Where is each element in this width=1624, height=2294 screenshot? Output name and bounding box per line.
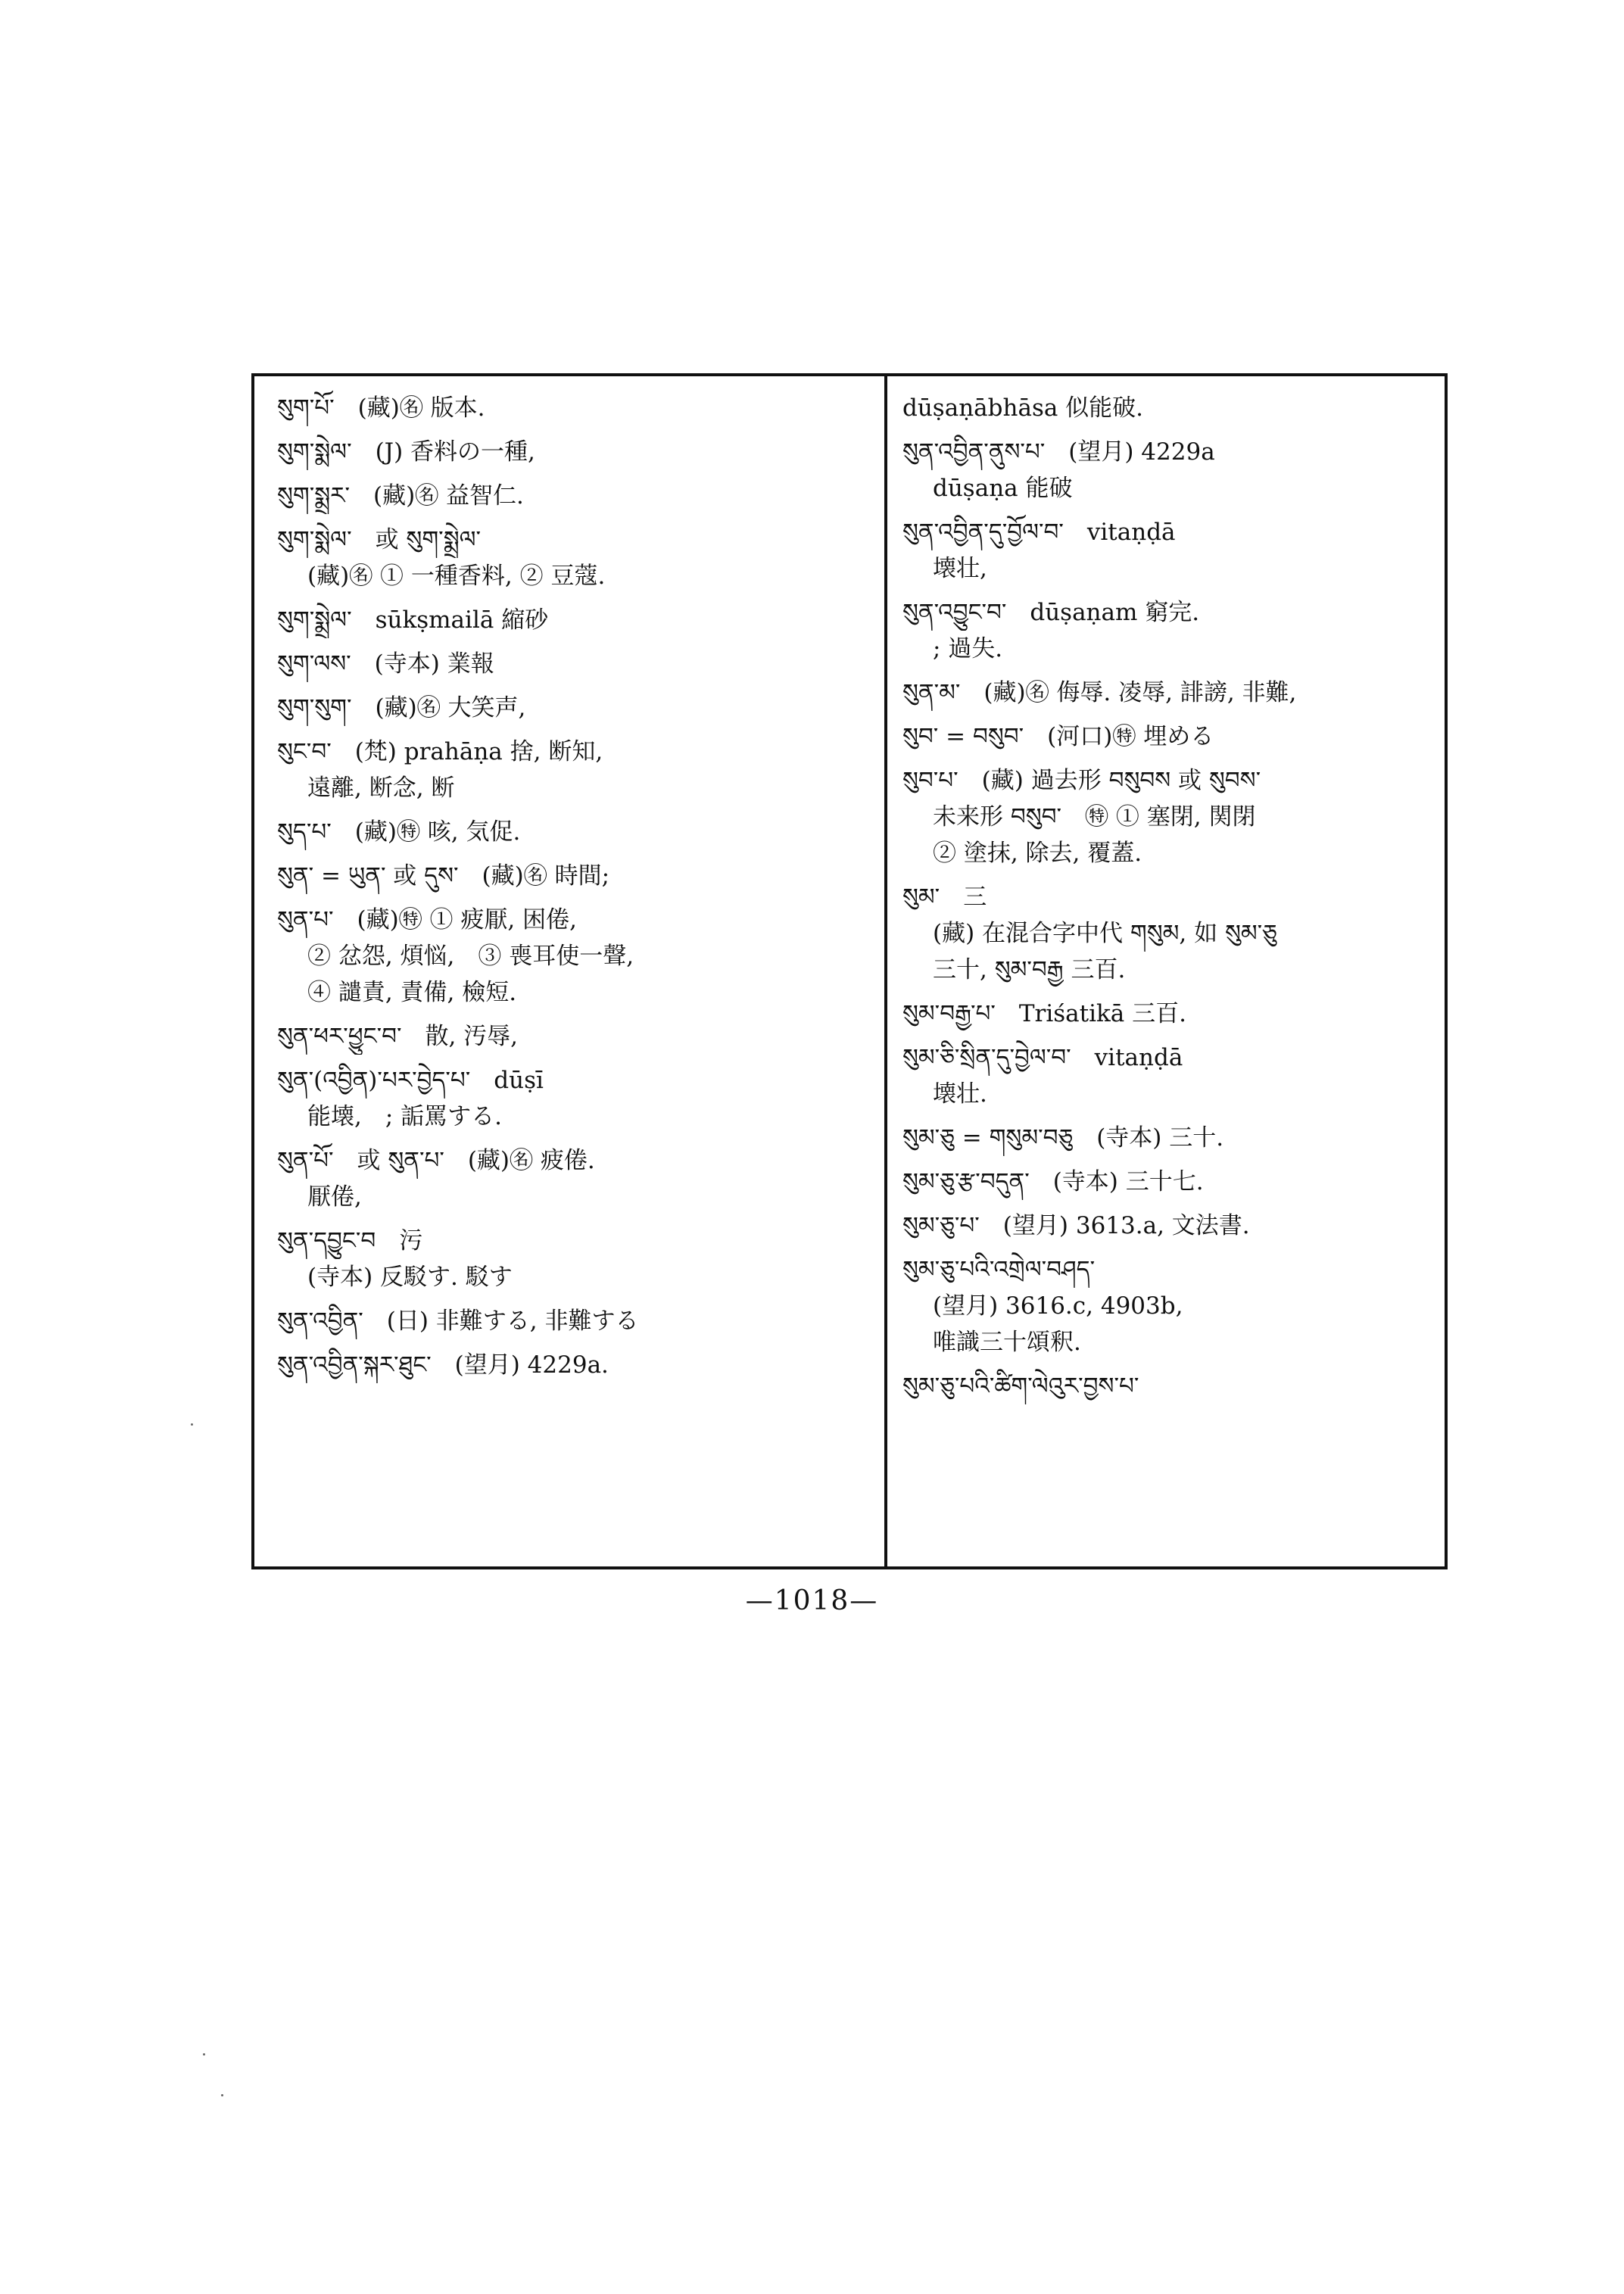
- entry-definition-line: 唯識三十頌釈.: [933, 1329, 1081, 1356]
- scan-speck: [191, 1423, 193, 1426]
- dictionary-page-frame: [251, 373, 1448, 1569]
- entry-definition-line: (望月) 3616.c, 4903b,: [933, 1292, 1183, 1320]
- dictionary-entry: [902, 879, 1437, 988]
- entry-headword-line: སུན་ = ཡུན་ 或 དུས་ (藏)㊔ 時間;: [277, 862, 610, 890]
- dictionary-entry: [277, 858, 875, 894]
- dictionary-entry: [902, 1164, 1437, 1200]
- dictionary-entry: [277, 602, 875, 638]
- entry-headword-line: སུམ་བརྒྱ་པ་ Triśatikā 三百.: [902, 1000, 1186, 1027]
- dictionary-entry: [902, 718, 1437, 755]
- entry-definition-line: (藏)㊔ ① 一種香料, ② 豆蔻.: [307, 563, 606, 590]
- entry-definition-line: 能壊, ; 詬罵する.: [307, 1103, 503, 1130]
- entry-definition-line: ④ 譴責, 責備, 檢短.: [307, 979, 517, 1006]
- dictionary-entry: [277, 1062, 875, 1135]
- dictionary-entry: [277, 1347, 875, 1383]
- dictionary-entry: [902, 434, 1437, 506]
- entry-headword-line: སུན་འབྱིན་དུ་བྱོལ་བ་ vitaṇḍā: [902, 519, 1176, 546]
- dictionary-entry: [902, 514, 1437, 587]
- dictionary-entry: [902, 1251, 1437, 1361]
- entry-headword-line: སུམ་ཅུ་པའི་ཚིག་ལེའུར་བྱས་པ་: [902, 1373, 1139, 1400]
- entry-headword-line: སུན་འབྱིན་སྐར་ཐུང་ (望月) 4229a.: [277, 1351, 609, 1379]
- dictionary-entry: [277, 734, 875, 806]
- dictionary-entry: [902, 1039, 1437, 1112]
- entry-definition-line: 遠離, 断念, 断: [307, 775, 455, 802]
- entry-definition-line: 厭倦,: [307, 1183, 362, 1211]
- entry-headword-line: སུན་འབྱུང་བ་ dūṣaṇam 窮完.: [902, 599, 1200, 626]
- entry-headword-line: སུང་བ་ (梵) prahāṇa 捨, 断知,: [277, 738, 603, 765]
- entry-headword-line: སུན་པ་ (藏)㊕ ① 疲厭, 困倦,: [277, 906, 577, 933]
- entry-headword-line: སུམ་ཅི་སྲིན་དུ་བྱེལ་བ་ vitaṇḍā: [902, 1044, 1183, 1071]
- entry-definition-line: ② 忿怨, 煩悩, ③ 喪耳使一聲,: [307, 943, 634, 970]
- entry-definition-line: dūṣaṇa 能破: [933, 475, 1073, 502]
- entry-headword-line: སུམ་ཅུ = གསུམ་བཅུ (寺本) 三十.: [902, 1124, 1224, 1152]
- entry-definition-line: 壊壮.: [933, 1080, 987, 1108]
- entry-definition-line: 三十, སུམ་བརྒྱ 三百.: [933, 956, 1126, 983]
- entry-headword-line: སུག་སྨེལ་ (J) 香料の一種,: [277, 438, 535, 466]
- column-divider: [884, 376, 887, 1566]
- entry-definition-line: (藏) 在混合字中代 གསུམ, 如 སུམ་ཅུ: [933, 920, 1277, 947]
- page-number: —1018—: [745, 1585, 879, 1616]
- dictionary-entry: [277, 1142, 875, 1215]
- dictionary-entry: [902, 996, 1437, 1032]
- scan-speck: [221, 2094, 223, 2096]
- dictionary-entry: [902, 1368, 1437, 1404]
- dictionary-entry: [277, 902, 875, 1011]
- dictionary-entry: [902, 594, 1437, 667]
- entry-headword-line: སུག་ལས་ (寺本) 業報: [277, 650, 494, 678]
- entry-headword-line: སུམ་ཅུ་རྩ་བདུན་ (寺本) 三十七.: [902, 1168, 1204, 1195]
- entry-headword-line: སུག་སུག་ (藏)㊔ 大笑声,: [277, 694, 526, 722]
- entry-headword-line: སུན་དབྱུང་བ 污: [277, 1227, 423, 1255]
- entry-headword-line: སུག་སྨེལ་ 或 སུག་སྨྲེལ་: [277, 526, 482, 553]
- dictionary-entry: [902, 1208, 1437, 1244]
- dictionary-entry: [277, 1303, 875, 1339]
- entry-definition-line: ; 過失.: [933, 635, 1003, 662]
- entry-headword-line: སུད་པ་ (藏)㊕ 咳, 気促.: [277, 818, 521, 846]
- entry-headword-line: སུག་སྨྲེལ་ sūkṣmailā 縮砂: [277, 606, 549, 634]
- dictionary-entry: [277, 1018, 875, 1055]
- right-column: [889, 376, 1445, 1412]
- entry-headword-line: སུག་པོ་ (藏)㊔ 版本.: [277, 394, 485, 422]
- dictionary-entry: [902, 390, 1437, 426]
- entry-definition-line: 未来形 བསུབ་ ㊕ ① 塞閉, 関閉: [933, 803, 1256, 831]
- scan-speck: [203, 2053, 205, 2056]
- entry-headword-line: སུག་སྨྲར་ (藏)㊔ 益智仁.: [277, 482, 524, 510]
- dictionary-entry: [277, 1223, 875, 1295]
- dictionary-entry: [902, 1120, 1437, 1156]
- entry-headword-line: སུམ་ཅུ་པའི་འགྲེལ་བཤད་: [902, 1256, 1096, 1283]
- dictionary-entry: [277, 522, 875, 594]
- left-column: [254, 376, 883, 1391]
- entry-headword-line: སུབ་ = བསུབ་ (河口)㊕ 埋める: [902, 723, 1214, 750]
- dictionary-entry: [277, 478, 875, 514]
- dictionary-entry: [277, 390, 875, 426]
- dictionary-entry: [277, 814, 875, 850]
- entry-headword-line: སུམ་ 三: [902, 884, 987, 911]
- entry-headword-line: སུམ་ཅུ་པ་ (望月) 3613.a, 文法書.: [902, 1212, 1250, 1239]
- entry-headword-line: སུན་པོ་ 或 སུན་པ་ (藏)㊔ 疲倦.: [277, 1147, 595, 1174]
- entry-headword-line: སུན་མ་ (藏)㊔ 侮辱. 凌辱, 誹謗, 非難,: [902, 679, 1297, 706]
- entry-definition-line: (寺本) 反駁す. 駁す: [307, 1264, 513, 1291]
- dictionary-entry: [902, 675, 1437, 711]
- entry-headword-line: སུན་(འབྱིན)་པར་བྱེད་པ་ dūṣī: [277, 1067, 544, 1094]
- dictionary-entry: [277, 646, 875, 682]
- entry-headword-line: སུན་འབྱིན་ (日) 非難する, 非難する: [277, 1308, 639, 1335]
- entry-definition-line: 壊壮,: [933, 555, 987, 582]
- dictionary-entry: [902, 762, 1437, 871]
- dictionary-entry: [277, 434, 875, 470]
- entry-headword-line: སུབ་པ་ (藏) 過去形 བསུབས 或 སུབས་: [902, 767, 1261, 794]
- entry-headword-line: dūṣaṇābhāsa 似能破.: [902, 394, 1144, 422]
- entry-headword-line: སུན་འབྱིན་ནུས་པ་ (望月) 4229a: [902, 438, 1215, 466]
- entry-headword-line: སུན་ཕར་ཕྱུང་བ་ 散, 汚辱,: [277, 1023, 519, 1050]
- entry-definition-line: ② 塗抹, 除去, 覆蓋.: [933, 840, 1142, 867]
- dictionary-entry: [277, 690, 875, 726]
